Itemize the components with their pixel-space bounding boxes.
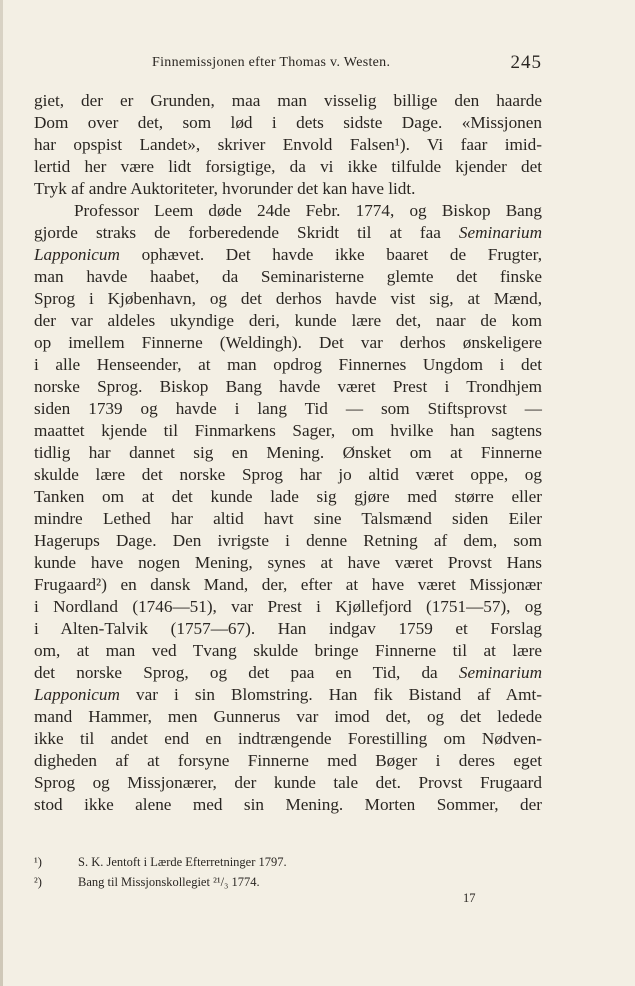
text-line: Lapponicum var i sin Blomstring. Han fik Bistand af Amt- [34, 685, 542, 704]
text-line: har opspist Landet», skriver Envold Falsen¹). Vi faar imid- [34, 135, 542, 154]
page-number: 245 [510, 52, 542, 73]
text-line: tidlig har dannet sig en Mening. Ønsket om at Finnerne [34, 443, 542, 462]
body-text [34, 90, 542, 816]
text-line: man havde haabet, da Seminaristerne glemte det finske [34, 267, 542, 286]
text-line: digheden af at forsyne Finnerne med Bøger i deres eget [34, 751, 542, 770]
footnote-text: Bang til Missjonskollegiet ²¹/₃ 1774. [78, 875, 260, 889]
text-line: kunde have nogen Mening, synes at have været Provst Hans [34, 553, 542, 572]
text-line: maattet kjende til Finmarkens Sager, om hvilke han sagtens [34, 421, 542, 440]
text-line: mand Hammer, men Gunnerus var imod det, og det ledede [34, 707, 542, 726]
footnotes [34, 852, 542, 892]
text-line: gjorde straks de forberedende Skridt til at faa Seminarium [34, 223, 542, 242]
text-line: Sprog og Missjonærer, der kunde tale det. Provst Frugaard [34, 773, 542, 792]
text-line: Frugaard²) en dansk Mand, der, efter at have været Missjonær [34, 575, 542, 594]
text-line: i Nordland (1746—51), var Prest i Kjøllefjord (1751—57), og [34, 597, 542, 616]
text-line: ikke til andet end en indtrængende Forestilling om Nødven- [34, 729, 542, 748]
page-edge [0, 0, 3, 986]
text-line: om, at man ved Tvang skulde bringe Finnerne til at lære [34, 641, 542, 660]
text-line: Hagerups Dage. Den ivrigste i denne Retning af dem, som [34, 531, 542, 550]
text-line: der var aldeles ukyndige deri, kunde lære det, naar de kom [34, 311, 542, 330]
text-line: op imellem Finnerne (Weldingh). Det var derhos ønskeligere [34, 333, 542, 352]
text-line: Tanken om at det kunde lade sig gjøre med større eller [34, 487, 542, 506]
footnote-text: S. K. Jentoft i Lærde Efterretninger 1797. [78, 855, 287, 869]
text-line: Sprog i Kjøbenhavn, og det derhos havde vist sig, at Mænd, [34, 289, 542, 308]
text-line: mindre Lethed har altid havt sine Talsmænd siden Eiler [34, 509, 542, 528]
running-title: Finnemissjonen efter Thomas v. Westen. [152, 55, 391, 70]
text-line: i Alten-Talvik (1757—67). Han indgav 1759 et Forslag [34, 619, 542, 638]
footnote-mark: ¹) [34, 855, 42, 869]
text-line: det norske Sprog, og det paa en Tid, da Seminarium [34, 663, 542, 682]
text-line: Professor Leem døde 24de Febr. 1774, og Biskop Bang [74, 201, 542, 220]
text-line: i alle Henseender, at man opdrog Finnernes Ungdom i det [34, 355, 542, 374]
text-line: stod ikke alene med sin Mening. Morten Sommer, der [34, 795, 542, 814]
text-line: Dom over det, som lød i dets sidste Dage. «Missjonen [34, 113, 542, 132]
text-line: giet, der er Grunden, maa man visselig billige den haarde [34, 91, 542, 110]
footnote [34, 872, 542, 892]
text-line: Lapponicum ophævet. Det havde ikke baaret de Frugter, [34, 245, 542, 264]
signature-mark: 17 [463, 891, 476, 905]
text-line: lertid her være lidt forsigtige, da vi ikke tilfulde kjender det [34, 157, 542, 176]
text-line: skulde lære det norske Sprog har jo altid været oppe, og [34, 465, 542, 484]
text-line: siden 1739 og havde i lang Tid — som Stiftsprovst — [34, 399, 542, 418]
footnote-mark: ²) [34, 875, 42, 889]
footnote [34, 852, 542, 872]
text-line: norske Sprog. Biskop Bang havde været Prest i Trondhjem [34, 377, 542, 396]
text-line: Tryk af andre Auktoriteter, hvorunder det kan have lidt. [34, 179, 416, 198]
